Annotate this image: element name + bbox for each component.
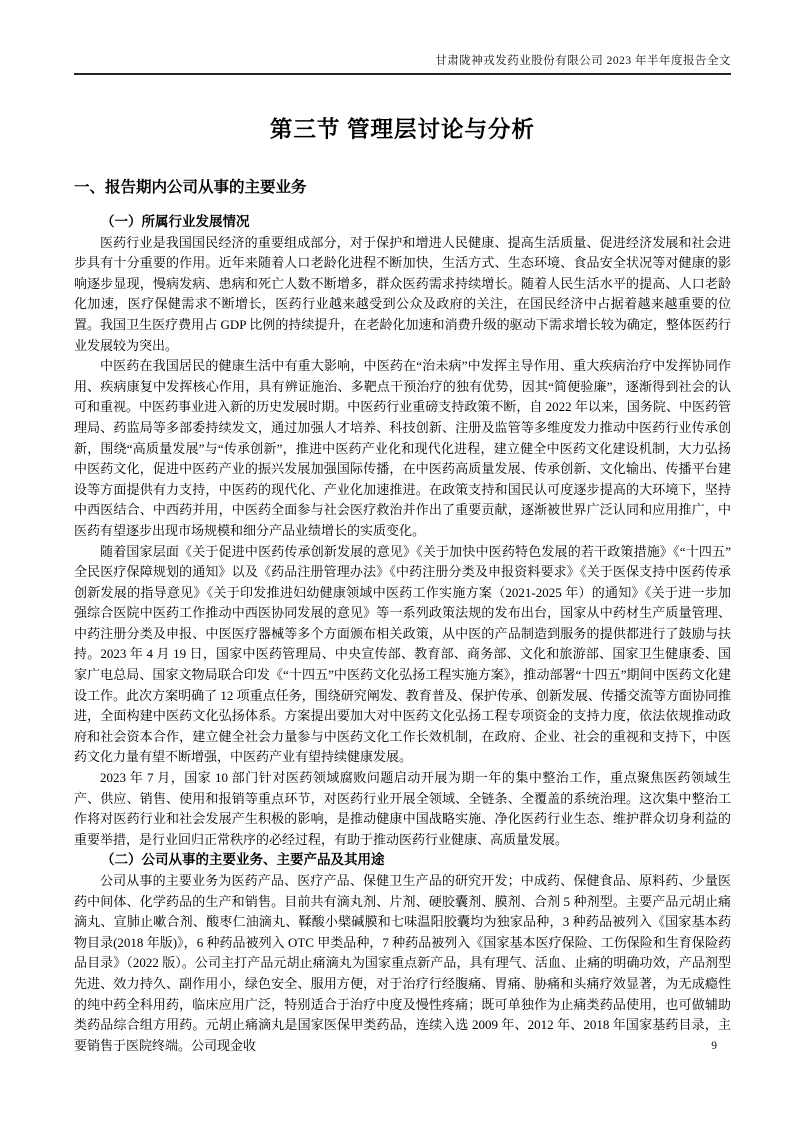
page-header	[74, 0, 731, 68]
page-title: 第三节 管理层讨论与分析	[269, 117, 536, 142]
paragraph-anticorruption: 2023 年 7 月，国家 10 部门针对医药领域腐败问题启动开展为期一年的集中整治工作，重点聚焦医药领域生产、供应、销售、使用和报销等重点环节，对医药行业开展全领域、全链条、全覆盖的系统治理。这次集中整治工作将对医药行业和社会发展产生积极的影响，是推动健康中国战略实施、净化医药行业生态、维护群众切身利益的重要举措，是行业回归正常秩序的必经过程，有助于推动医药行业健康、高质量发展。	[74, 770, 731, 847]
header-text: 甘肃陇神戎发药业股份有限公司 2023 年半年度报告全文	[435, 55, 731, 67]
paragraph-main-business: 公司从事的主要业务为医药产品、医疗产品、保健卫生产品的研究开发；中成药、保健食品、原料药、少量医药中间体、化学药品的生产和销售。目前共有滴丸剂、片剂、硬胶囊剂、膜剂、合剂 5 种剂型。主要产品元胡止痛滴丸、宣肺止嗽合剂、酸枣仁油滴丸、鞣酸小檗碱膜和七味温阳胶囊均为独家品种，3 种药品被列入《国家基本药物目录(2018 年版)》，6 种药品被列入 OTC 甲类品种，7 种药品被列入《国家基本医疗保险、工伤保险和生育保险药品目录》（2022 版）。公司主打产品元胡止痛滴丸为国家重点新产品，具有理气、活血、止痛的明确功效，产品剂型先进、效力持久、副作用小，绿色安全、服用方便，对于治疗行经腹痛、胃痛、胁痛和头痛疗效显著，为无成瘾性的纯中药全科用药，临床应用广泛，特别适合于治疗中度及慢性疼痛；既可单独作为止痛类药品使用，也可做辅助类药品综合组方用药。元胡止痛滴丸是国家医保甲类药品，连续入选 2009 年、2012 年、2018 年国家基药目录，主要销售于医院终端。公司现金收	[74, 873, 731, 1053]
paragraph-policy-documents: 随着国家层面《关于促进中医药传承创新发展的意见》《关于加快中医药特色发展的若干政策措施》《“十四五”全民医疗保障规划的通知》以及《药品注册管理办法》《中药注册分类及申报资料要求》《关于医保支持中医药传承创新发展的指导意见》《关于印发推进妇幼健康领域中医药工作实施方案（2021-2025 年）的通知》《关于进一步加强综合医院中医药工作推动中西医协同发展的意见》等一系列政策法规的发布出台，国家从中药材生产质量管理、中药注册分类及申报、中医医疗器械等多个方面颁布相关政策，从中医的产品制造到服务的提供都进行了鼓励与扶持。2023 年 4 月 19 日，国家中医药管理局、中央宣传部、教育部、商务部、文化和旅游部、国家卫生健康委、国家广电总局、国家文物局联合印发《“十四五”中医药文化弘扬工程实施方案》，推动部署“十四五”期间中医药文化建设工作。此次方案明确了 12 项重点任务，围绕研究阐发、教育普及、保护传承、创新发展、传播交流等方面协同推进，全面构建中医药文化弘扬体系。方案提出要加大对中医药文化弘扬工程专项资金的支持力度，依法依规推动政府和社会资本合作，建立健全社会力量参与中医药文化工作长效机制，在政府、企业、社会的重视和支持下，中医药文化力量有望不断增强，中医药产业有望持续健康发展。	[74, 543, 731, 765]
header-divider	[74, 73, 731, 75]
page-number: 9	[711, 1040, 717, 1052]
paragraph-tcm-influence: 中医药在我国居民的健康生活中有重大影响，中医药在“治未病”中发挥主导作用、重大疾病治疗中发挥协同作用、疾病康复中发挥核心作用，具有辨证施治、多靶点干预治疗的独有优势，因其“简便验廉”，逐渐得到社会的认可和重视。中医药事业进入新的历史发展时期。中医药行业重磅支持政策不断，自 2022 年以来，国务院、中医药管理局、药监局等多部委持续发文，通过加强人才培养、科技创新、注册及监管等多维度发力推动中医药行业传承创新，围绕“高质量发展”与“传承创新”，推进中医药产业化和现代化进程，建立健全中医药文化建设机制，大力弘扬中医药文化，促进中医药产业的振兴发展加强国际传播，在中医药高质量发展、传承创新、文化输出、传播平台建设等方面提供有力支持，中医药的现代化、产业化加速推进。在政策支持和国民认可度逐步提高的大环境下，坚持中西医结合、中西药并用，中医药全面参与社会医疗救治并作出了重要贡献，逐渐被世界广泛认同和应用推广，中医药有望逐步出现市场规模和细分产品业绩增长的实质变化。	[74, 358, 731, 538]
body-text	[74, 212, 731, 1056]
subsection-1-heading: （一）所属行业发展情况	[101, 214, 250, 229]
section-heading: 一、报告期内公司从事的主要业务	[74, 179, 307, 196]
paragraph-industry-overview: 医药行业是我国国民经济的重要组成部分，对于保护和增进人民健康、提高生活质量、促进经济发展和社会进步具有十分重要的作用。近年来随着人口老龄化进程不断加快，生活方式、生态环境、食品安全状况等对健康的影响逐步显现，慢病发病、患病和死亡人数不断增多，群众医药需求持续增长。随着人民生活水平的提高、人口老龄化加速，医疗保健需求不断增长，医药行业越来越受到公众及政府的关注，在国民经济中占据着越来越重要的位置。我国卫生医疗费用占 GDP 比例的持续提升，在老龄化加速和消费升级的驱动下需求增长较为确定，整体医药行业发展较为突出。	[74, 234, 731, 353]
subsection-2-heading: （二）公司从事的主要业务、主要产品及其用途	[101, 852, 385, 868]
